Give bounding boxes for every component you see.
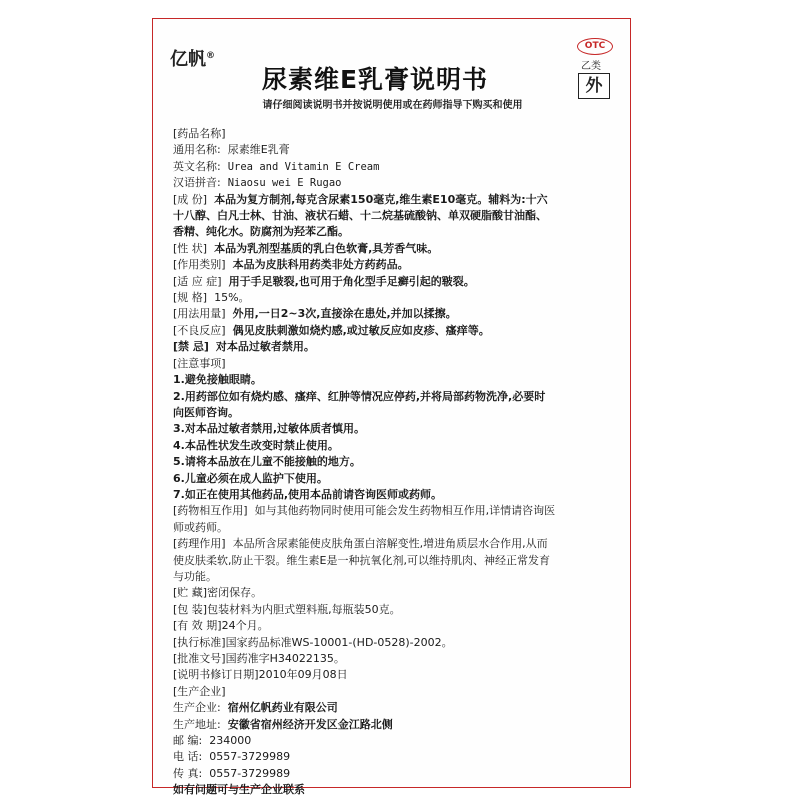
pinyin-value: Niaosu wei E Rugao [227,177,342,190]
pharmacology-label: [药理作用] [173,537,226,551]
section-manufacturer: [生产企业] [173,684,226,698]
otc-class-label: 乙类 [581,61,601,72]
address-value: 安徽省宿州经济开发区金江路北侧 [227,717,393,731]
standard-label: [执行标准] [173,635,226,649]
postcode-value: 234000 [209,734,252,748]
precaution-item-6: 6.儿童必须在成人监护下使用。 [173,471,328,485]
precaution-item-2b: 向医师咨询。 [173,405,239,419]
contraindications-value: 对本品过敏者禁用。 [215,340,315,354]
interactions-line-1: 如与其他药物同时使用可能会发生药物相互作用,详情请咨询医 [254,504,556,518]
dosage-row [173,306,613,322]
approval-row [173,651,613,667]
package-label: [包 装] [173,602,208,616]
indications-label: [适 应 症] [173,274,222,288]
validity-value: 24个月。 [221,619,269,633]
fax-row [173,766,613,782]
category-label: [作用类别] [173,258,226,272]
contact-note: 如有问题可与生产企业联系 [173,783,305,797]
properties-label: [性 状] [173,241,208,255]
precaution-item-7: 7.如正在使用其他药品,使用本品前请咨询医师或药师。 [173,487,443,501]
precaution-item-4: 4.本品性状发生改变时禁止使用。 [173,438,339,452]
category-value: 本品为皮肤科用药类非处方药药品。 [232,258,409,272]
interactions-label: [药物相互作用] [173,504,248,518]
adverse-row [173,323,613,339]
generic-name-label: 通用名称: [173,143,221,157]
fax-label: 传 真: [173,766,203,780]
pharmacology-line-3: 与功能。 [173,569,217,583]
company-row [173,700,613,716]
leaflet-body [173,126,613,799]
interactions-line-2: 师或药师。 [173,520,228,534]
phone-value: 0557-3729989 [209,750,291,764]
registered-mark: ® [206,51,215,61]
revision-row [173,667,613,683]
standard-value: 国家药品标准WS-10001-(HD-0528)-2002。 [225,635,453,649]
contraindications-row [173,339,613,355]
english-name-value: Urea and Vitamin E Cream [227,160,380,173]
ingredients-line-3: 香精、纯化水。防腐剂为羟苯乙酯。 [173,225,349,239]
standard-row [173,635,613,651]
dosage-label: [用法用量] [173,307,226,321]
package-row [173,602,613,618]
revision-label: [说明书修订日期] [173,668,259,682]
ingredients-line-2: 十八醇、白凡士林、甘油、液状石蜡、十二烷基硫酸钠、单双硬脂酸甘油酯、 [173,209,547,223]
ingredients-row [173,192,613,208]
brand-name: 亿帆 [170,49,206,70]
document-title: 尿素维E乳膏说明书 [261,65,489,94]
spec-label: [规 格] [173,291,208,305]
phone-label: 电 话: [173,750,203,764]
adverse-label: [不良反应] [173,323,226,337]
interactions-row [173,503,613,519]
precaution-item-2a: 2.用药部位如有烧灼感、瘙痒、红肿等情况应停药,并将局部药物洗净,必要时 [173,389,546,403]
pharmacology-line-2: 使皮肤柔软,防止干裂。维生素E是一种抗氧化剂,可以维持肌肉、神经正常发育 [173,553,550,567]
dosage-value: 外用,一日2~3次,直接涂在患处,并加以揉擦。 [232,307,457,321]
revision-value: 2010年09月08日 [258,668,348,682]
validity-row [173,618,613,634]
contraindications-label: [禁 忌] [173,340,209,354]
english-name-label: 英文名称: [173,159,221,173]
precaution-item-5: 5.请将本品放在儿童不能接触的地方。 [173,455,361,469]
otc-badge: OTC [577,38,613,55]
phone-row [173,749,613,765]
validity-label: [有 效 期] [173,619,222,633]
properties-row [173,241,613,257]
address-label: 生产地址: [173,717,221,731]
spec-row [173,290,613,306]
ingredients-line-1: 本品为复方制剂,每克含尿素150毫克,维生素E10毫克。辅料为:十六 [214,192,548,206]
ingredients-label: [成 份] [173,192,208,206]
indications-value: 用于手足皲裂,也可用于角化型手足癣引起的皲裂。 [228,274,475,288]
address-row [173,717,613,733]
package-value: 包装材料为内胆式塑料瓶,每瓶装50克。 [207,602,401,616]
section-precautions: [注意事项] [173,356,226,370]
fax-value: 0557-3729989 [209,766,291,780]
company-value: 宿州亿帆药业有限公司 [227,701,338,715]
properties-value: 本品为乳剂型基质的乳白色软膏,具芳香气味。 [214,241,439,255]
generic-name-value: 尿素维E乳膏 [227,143,290,157]
postcode-label: 邮 编: [173,734,203,748]
storage-value: 密闭保存。 [207,586,263,600]
precaution-item-3: 3.对本品过敏者禁用,过敏体质者慎用。 [173,422,366,436]
pharmacology-line-1: 本品所含尿素能使皮肤角蛋白溶解变性,增进角质层水合作用,从而 [232,537,548,551]
precaution-item-1: 1.避免接触眼睛。 [173,373,262,387]
pinyin-row [173,175,613,191]
approval-label: [批准文号] [173,652,226,665]
approval-value: 国药准字H34022135。 [225,652,345,665]
postcode-row [173,733,613,749]
category-row [173,257,613,273]
external-use-mark: 外 [578,73,610,99]
storage-label: [贮 藏] [173,586,208,600]
storage-row [173,585,613,601]
spec-value: 15%。 [214,291,250,305]
generic-name-row [173,142,613,158]
section-drug-name: [药品名称] [173,127,226,140]
pharmacology-row [173,536,613,552]
english-name-row [173,159,613,175]
adverse-value: 偶见皮肤刺激如烧灼感,或过敏反应如皮疹、瘙痒等。 [232,323,490,337]
indications-row [173,274,613,290]
pinyin-label: 汉语拼音: [173,176,221,190]
document-subtitle: 请仔细阅读说明书并按说明使用或在药师指导下购买和使用 [262,100,523,111]
company-label: 生产企业: [173,701,221,715]
